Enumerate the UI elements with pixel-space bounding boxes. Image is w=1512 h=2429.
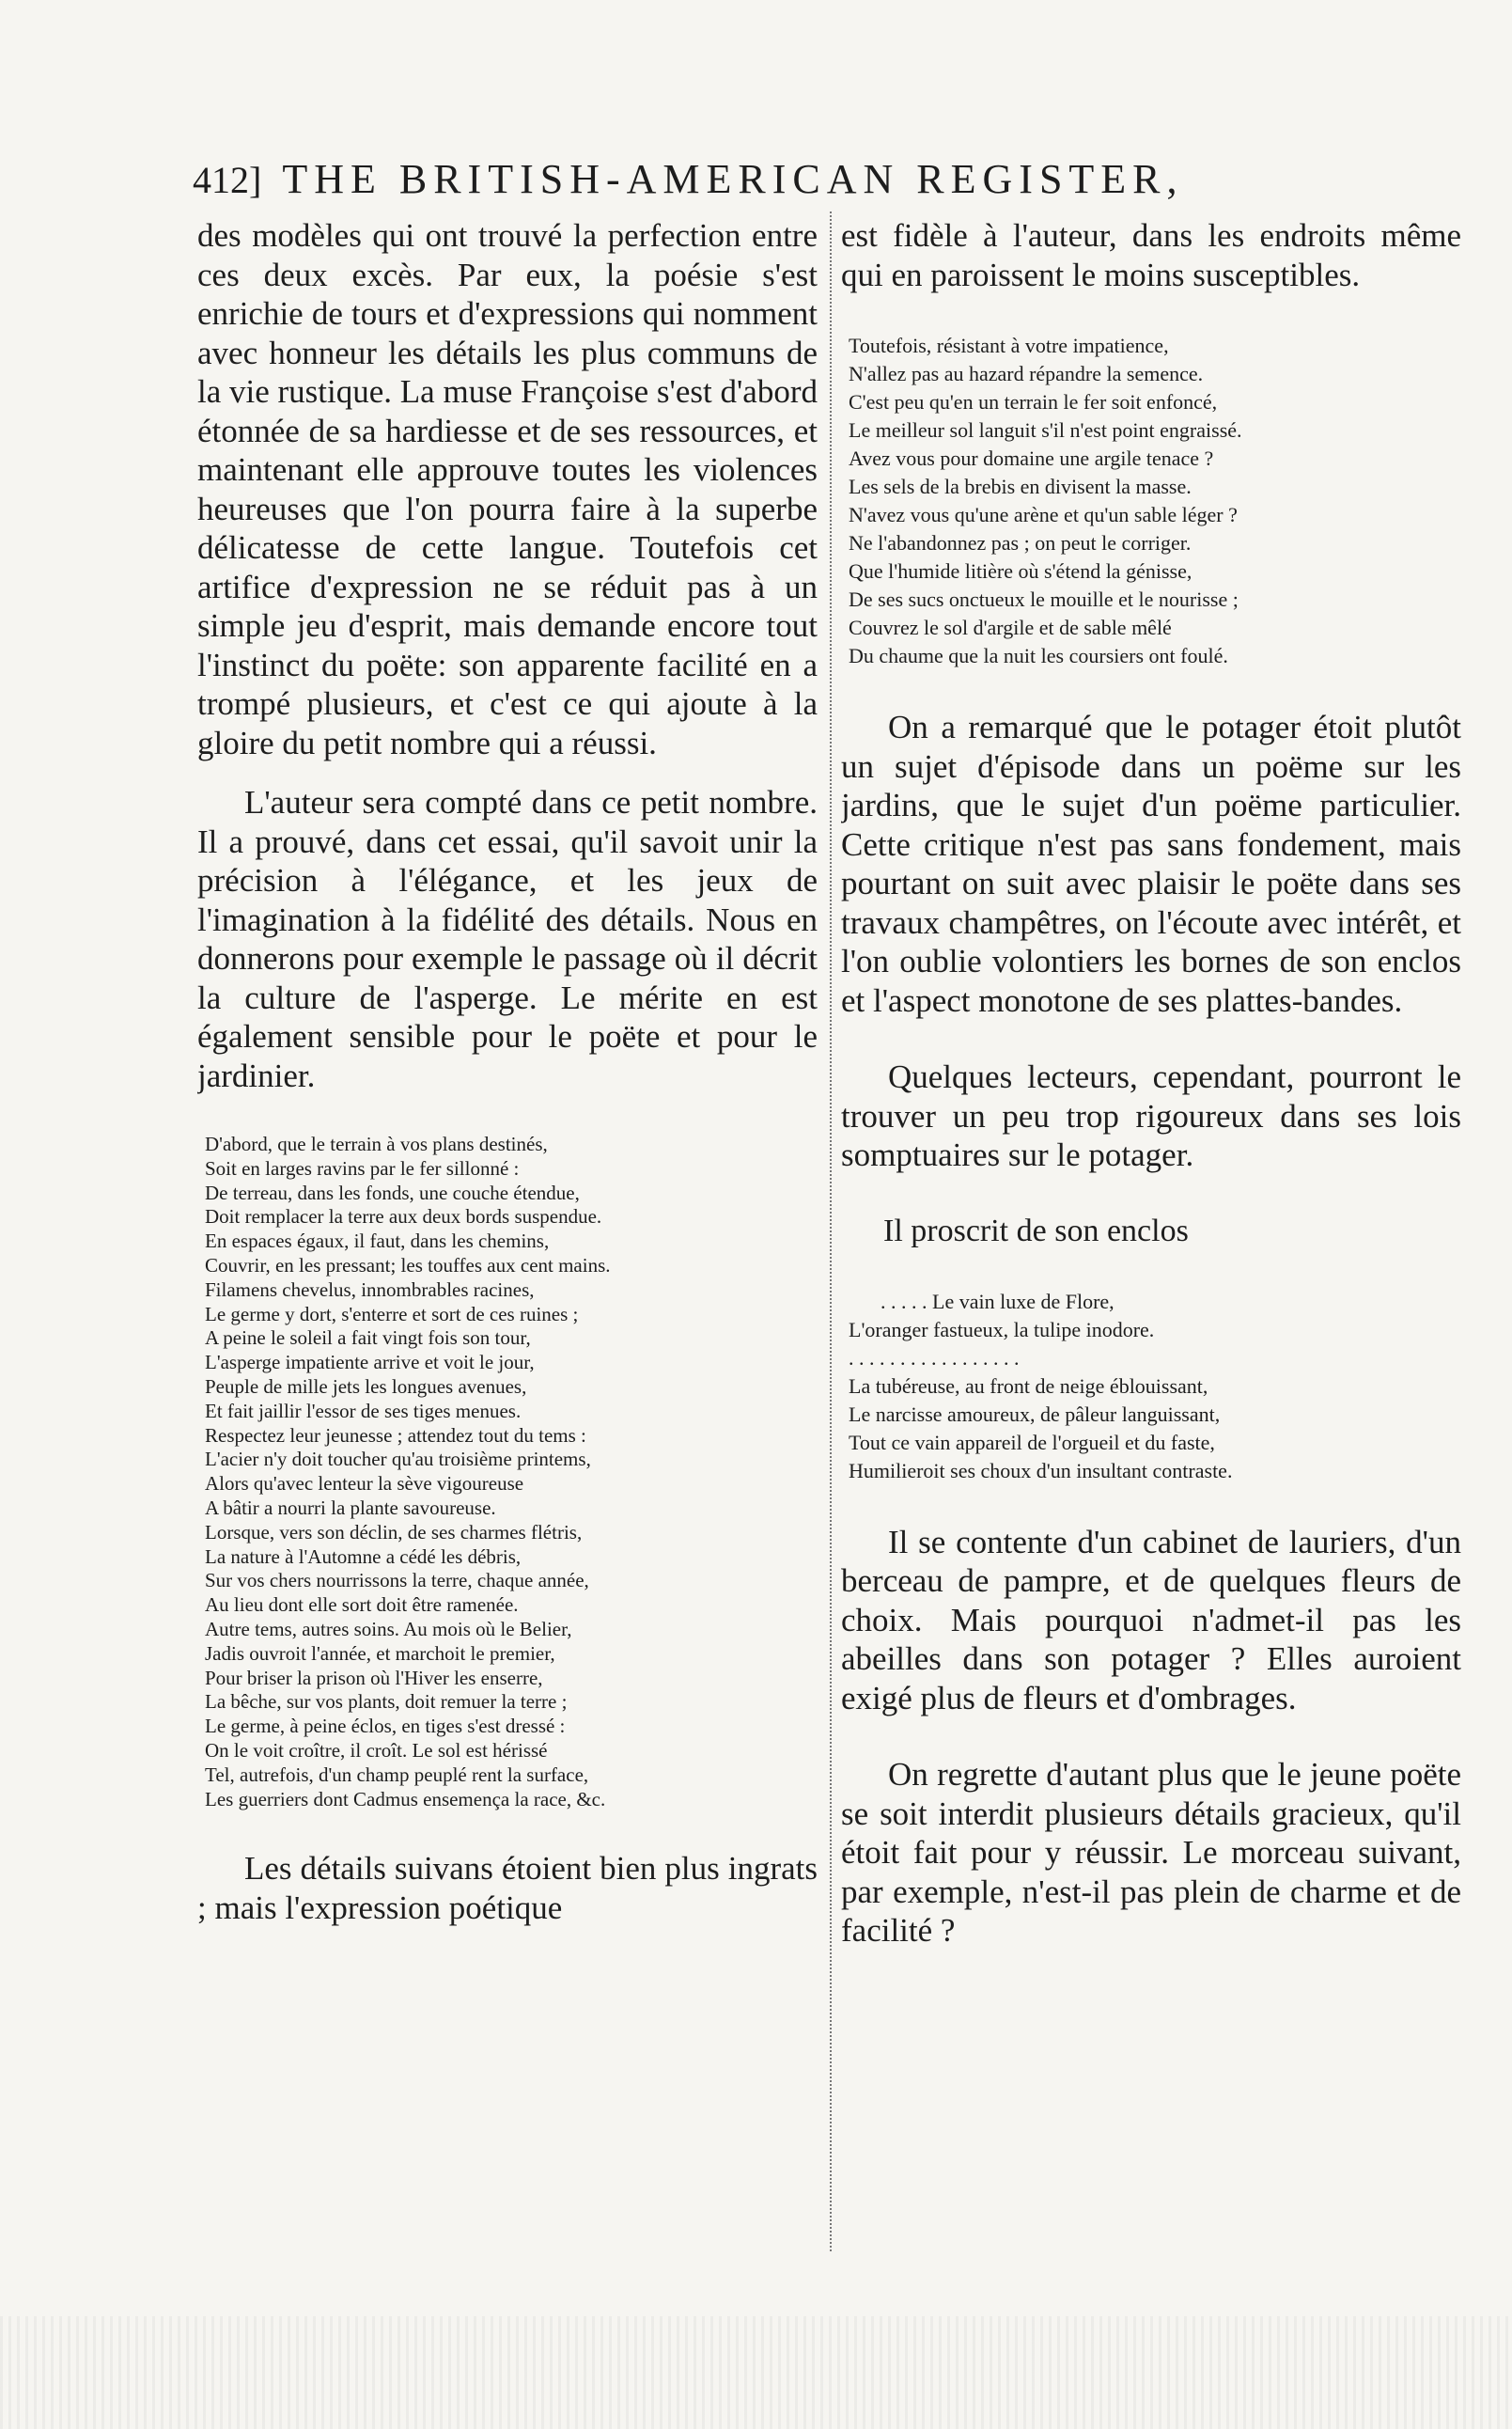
verse-line: Et fait jaillir l'essor de ses tiges menues. — [205, 1399, 522, 1422]
right-verse-block-2 — [841, 1288, 1461, 1485]
left-column — [197, 216, 818, 2279]
verse-line: C'est peu qu'en un terrain le fer soit enfoncé, — [849, 390, 1218, 414]
right-paragraph-3: Quelques lecteurs, cependant, pourront le trouver un peu trop rigoureux dans ses lois somptuaires sur le potager. — [841, 1058, 1461, 1173]
left-paragraph-3: Les détails suivans étoient bien plus ingrats ; mais l'expression poétique — [197, 1850, 818, 1926]
verse-line: Humilieroit ses choux d'un insultant contraste. — [849, 1458, 1233, 1482]
right-paragraph-2: On a remarqué que le potager étoit plutôt un sujet d'épisode dans un poëme sur les jardins, que le sujet d'un poëme particulier. Cette critique n'est pas sans fondement, mais pourtant on suit avec plaisir le poëte dans ses travaux champêtres, on l'écoute avec intérêt, et l'on oublie volontiers les bornes de son enclos et l'aspect monotone de ses plattes-bandes. — [841, 709, 1461, 1019]
verse-line: Les sels de la brebis en divisent la masse. — [849, 475, 1192, 498]
verse-line: L'asperge impatiente arrive et voit le jour, — [205, 1351, 535, 1374]
verse-line: Ne l'abandonnez pas ; on peut le corriger. — [849, 531, 1192, 555]
verse-line: Tout ce vain appareil de l'orgueil et du faste, — [849, 1430, 1215, 1454]
right-paragraph-6: On regrette d'autant plus que le jeune poëte se soit interdit plusieurs détails gracieux, qu'il étoit fait pour y réussir. Le morceau suivant, par exemple, n'est-il pas plein de charme et de facilité ? — [841, 1756, 1461, 1949]
verse-line: Le germe y dort, s'enterre et sort de ces ruines ; — [205, 1302, 579, 1325]
verse-line: Avez vous pour domaine une argile tenace ? — [849, 447, 1214, 470]
page-bottom-texture — [0, 2316, 1512, 2429]
left-paragraph-2: L'auteur sera compté dans ce petit nombre. Il a prouvé, dans cet essai, qu'il savoit unir la précision à l'élégance, et les jeux de l'imagination à la fidélité des détails. Nous en donnerons pour exemple le passage où il décrit la culture de l'asperge. Le mérite en est également sensible pour le poëte et pour le jardinier. — [197, 784, 818, 1094]
verse-line: De ses sucs onctueux le mouille et le nourisse ; — [849, 588, 1239, 611]
verse-line: Du chaume que la nuit les coursiers ont foulé. — [849, 644, 1228, 667]
verse-line: On le voit croître, il croît. Le sol est hérissé — [205, 1738, 548, 1762]
verse-line: Le meilleur sol languit s'il n'est point engraissé. — [849, 418, 1242, 442]
right-paragraph-1: est fidèle à l'auteur, dans les endroits même qui en paroissent le moins susceptibles. — [841, 217, 1461, 293]
verse-line: D'abord, que le terrain à vos plans destinés, — [205, 1133, 548, 1155]
left-verse-block — [197, 1133, 818, 1811]
verse-line: Toutefois, résistant à votre impatience, — [849, 334, 1169, 357]
verse-line: Le germe, à peine éclos, en tiges s'est dressé : — [205, 1715, 566, 1738]
right-verse-block-1 — [841, 332, 1461, 670]
page-number: 412] — [193, 159, 262, 201]
verse-line: Filamens chevelus, innombrables racines, — [205, 1277, 535, 1301]
verse-line: Tel, autrefois, d'un champ peuplé rent la surface, — [205, 1763, 589, 1786]
verse-line: Peuple de mille jets les longues avenues, — [205, 1374, 527, 1398]
verse-line: Que l'humide litière où s'étend la génisse, — [849, 559, 1192, 583]
verse-line: Autre tems, autres soins. Au mois où le Belier, — [205, 1617, 572, 1640]
right-column — [841, 216, 1461, 2279]
verse-line: En espaces égaux, il faut, dans les chemins, — [205, 1230, 550, 1253]
verse-line: Respectez leur jeunesse ; attendez tout du tems : — [205, 1423, 586, 1447]
left-paragraph-1: des modèles qui ont trouvé la perfection entre ces deux excès. Par eux, la poésie s'est enrichie de tours et d'expressions qui nomment avec honneur les détails les plus communs de la vie rustique. La muse Françoise s'est d'abord étonnée de sa hardiesse et de ses ressources, et maintenant elle approuve toutes les violences heureuses que l'on pourra faire à la superbe délicatesse de cette langue. Toutefois cet artifice d'expression ne se réduit pas à un simple jeu d'esprit, mais demande encore tout l'instinct du poëte: son apparente facilité en a trompé plusieurs, et c'est ce qui ajoute à la gloire du petit nombre qui a réussi. — [197, 217, 818, 761]
verse-line: N'allez pas au hazard répandre la semence. — [849, 362, 1204, 385]
verse-line: A bâtir a nourri la plante savoureuse. — [205, 1496, 496, 1519]
verse-line: A peine le soleil a fait vingt fois son tour, — [205, 1326, 531, 1350]
verse-line: La bêche, sur vos plants, doit remuer la terre ; — [205, 1690, 568, 1714]
verse-line: Alors qu'avec lenteur la sève vigoureuse — [205, 1472, 524, 1496]
verse-line: Les guerriers dont Cadmus ensemença la race, &c. — [205, 1787, 606, 1810]
verse-line: Lorsque, vers son déclin, de ses charmes flétris, — [205, 1520, 583, 1544]
verse-line: Jadis ouvroit l'année, et marchoit le premier, — [205, 1641, 555, 1665]
running-title: THE BRITISH-AMERICAN REGISTER, — [282, 156, 1184, 202]
verse-line: N'avez vous qu'une arène et qu'un sable léger ? — [849, 503, 1238, 526]
right-paragraph-4: Il proscrit de son enclos — [883, 1213, 1189, 1248]
verse-line: La tubéreuse, au front de neige éblouissant, — [849, 1373, 1208, 1398]
verse-line: Couvrir, en les pressant; les touffes aux cent mains. — [205, 1253, 611, 1277]
verse-line: Le narcisse amoureux, de pâleur languissant, — [849, 1402, 1221, 1426]
verse-line: L'acier n'y doit toucher qu'au troisième printems, — [205, 1448, 591, 1471]
verse-line: Sur vos chers nourrissons la terre, chaque année, — [205, 1569, 589, 1592]
page-header — [193, 155, 1339, 221]
verse-line: De terreau, dans les fonds, une couche étendue, — [205, 1181, 580, 1204]
column-divider — [830, 212, 832, 2251]
verse-line: . . . . . . . . . . . . . . . . . — [849, 1345, 1020, 1370]
verse-line: Pour briser la prison où l'Hiver les enserre, — [205, 1666, 543, 1689]
right-paragraph-5: Il se contente d'un cabinet de lauriers, d'un berceau de pampre, et de quelques fleurs de choix. Mais pourquoi n'admet-il pas les abeilles dans son potager ? Elles auroient exigé plus de fleurs et d'ombrages. — [841, 1523, 1461, 1716]
verse-line: La nature à l'Automne a cédé les débris, — [205, 1544, 522, 1568]
verse-line: L'oranger fastueux, la tulipe inodore. — [849, 1317, 1155, 1341]
verse-line: Soit en larges ravins par le fer sillonné : — [205, 1156, 520, 1180]
verse-line: Couvrez le sol d'argile et de sable mêlé — [849, 616, 1172, 639]
verse-line: . . . . . Le vain luxe de Flore, — [881, 1289, 1115, 1313]
verse-line: Au lieu dont elle sort doit être ramenée. — [205, 1593, 519, 1617]
verse-line: Doit remplacer la terre aux deux bords suspendue. — [205, 1205, 602, 1229]
